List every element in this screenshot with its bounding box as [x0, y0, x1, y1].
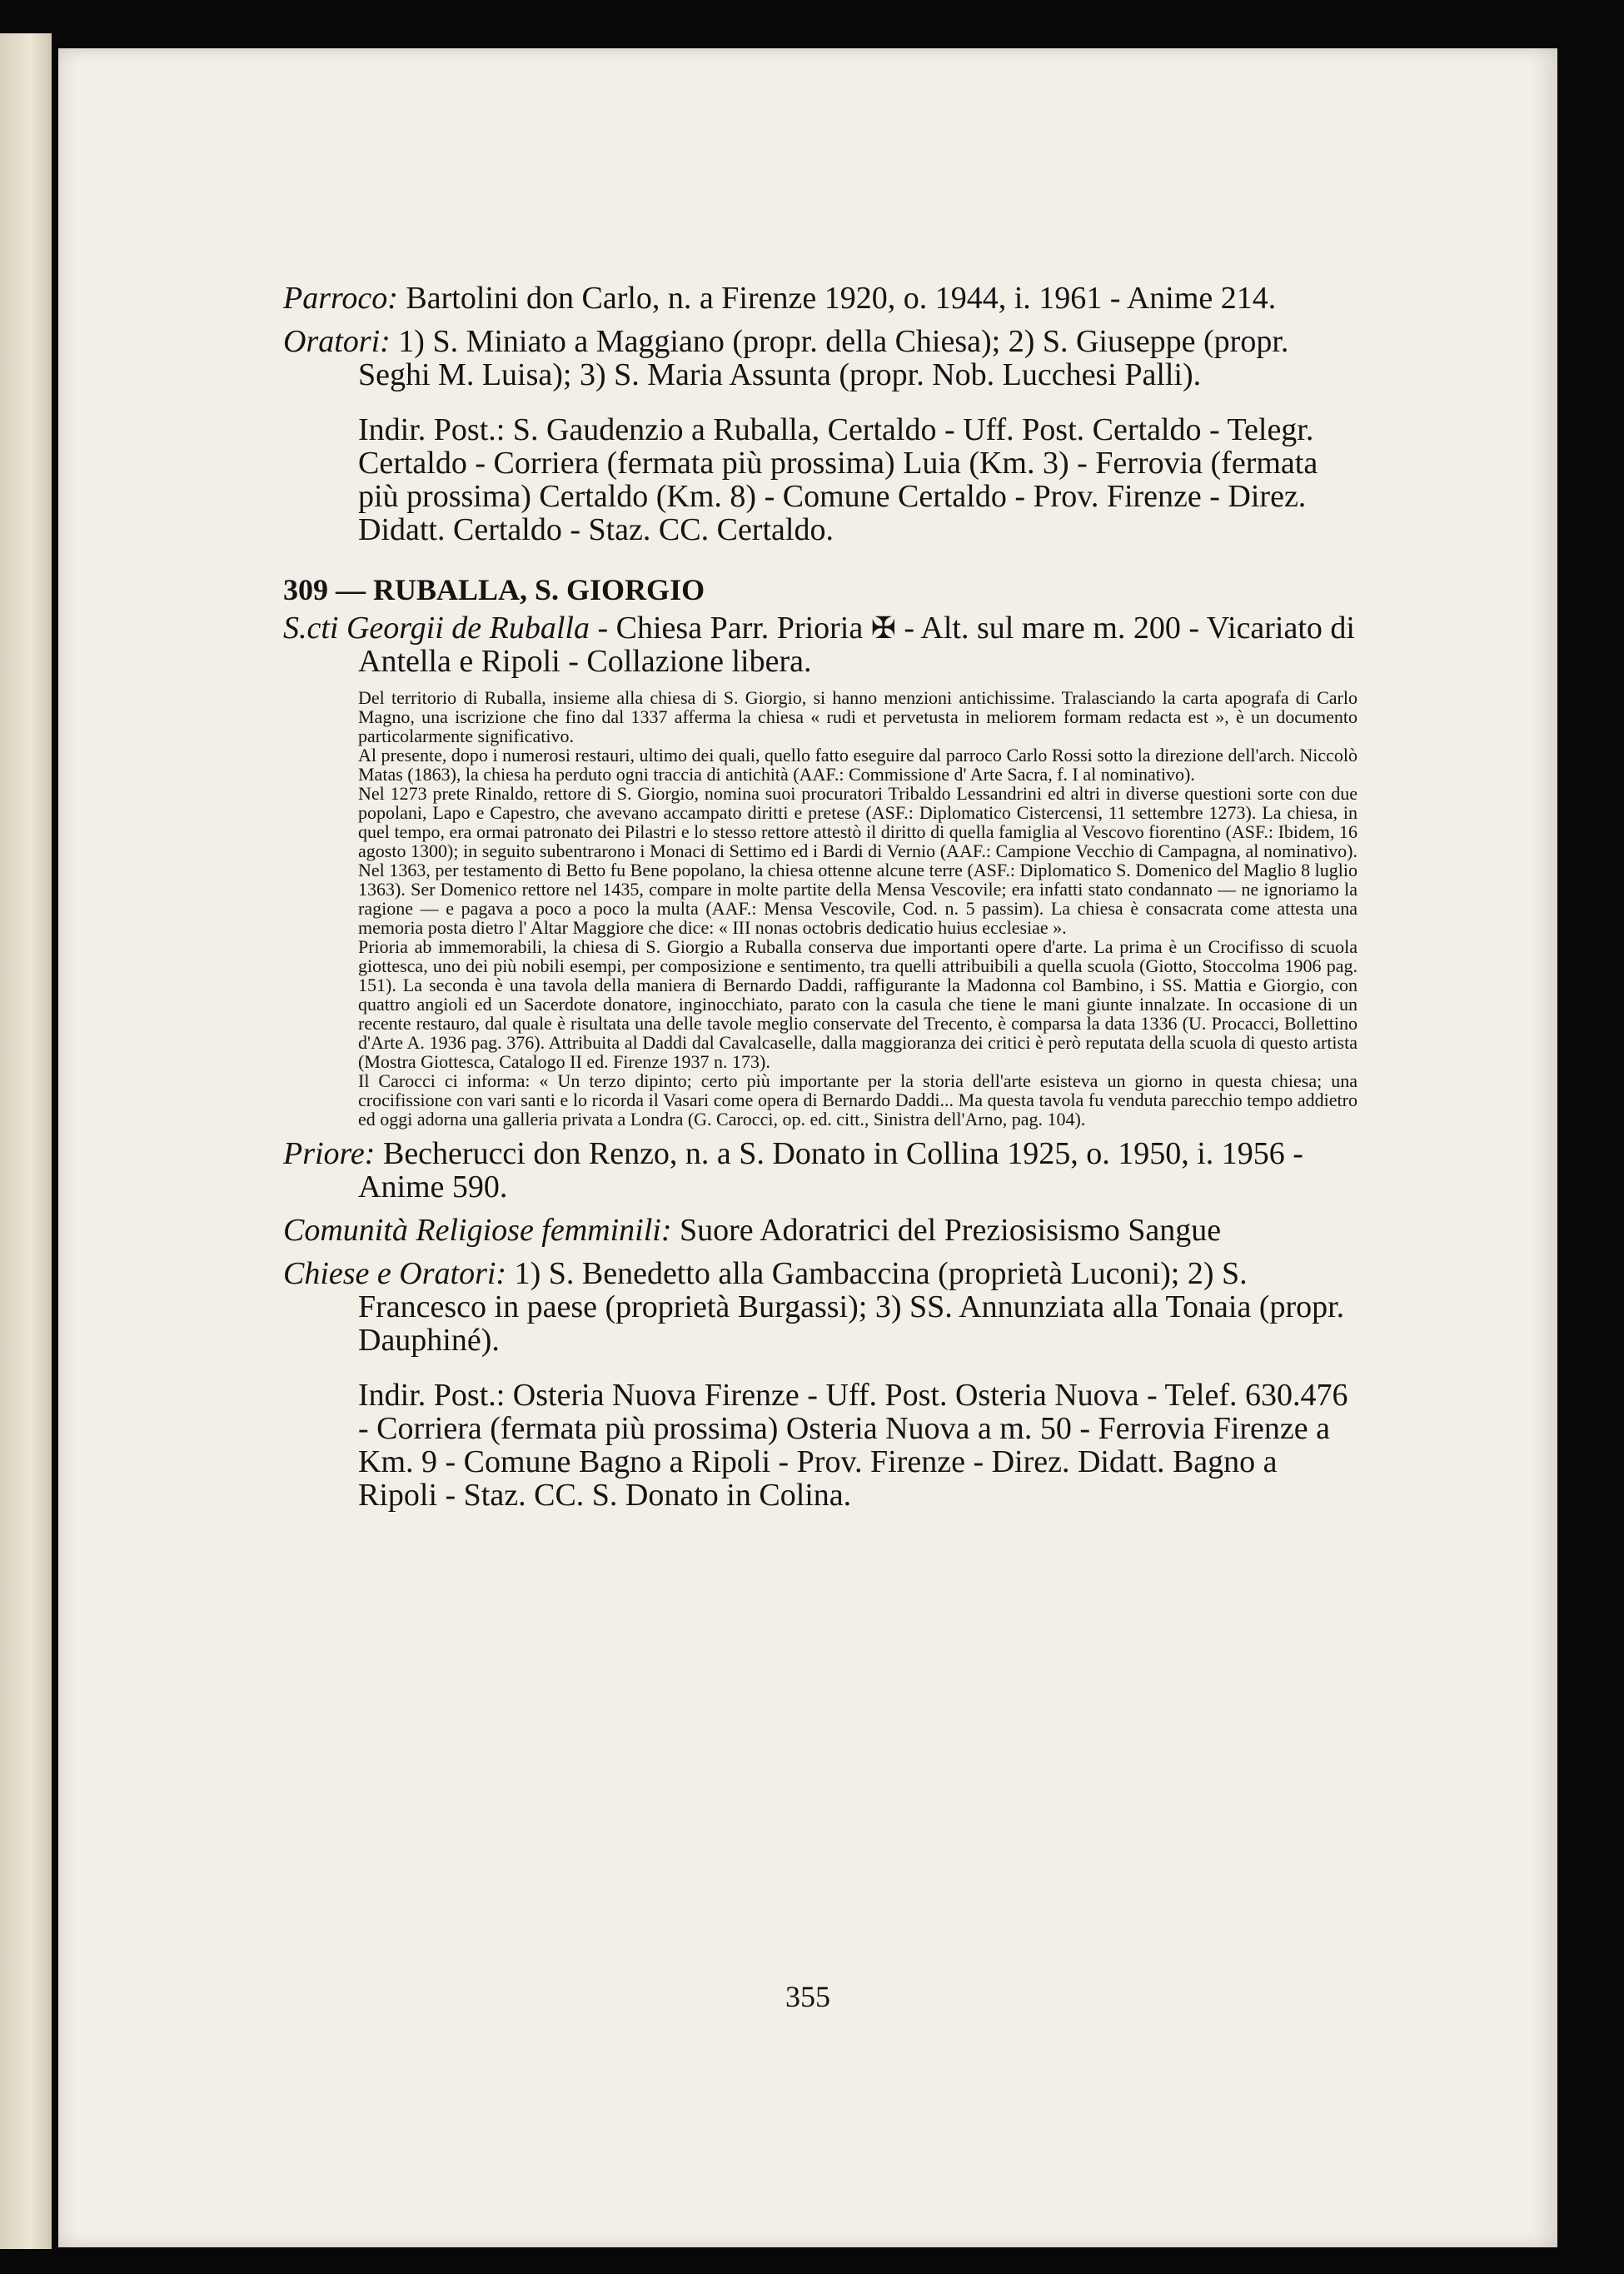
history-paragraph: Il Carocci ci informa: « Un terzo dipinto; certo più importante per la storia dell'arte esisteva un giorno in questa chiesa; una crocifissione con vari santi e lo ricorda il Vasari come opera di Bernardo Daddi... Ma questa tavola fu venduta parecchio tempo addietro ed oggi adorna una galleria privata a Londra (G. Carocci, op. ed. citt., Sinistra dell'Arno, pag. 104). [358, 1070, 1357, 1130]
comunita-text: Suore Adoratrici del Preziosisismo Sangue [671, 1213, 1222, 1248]
history-paragraph: Prioria ab immemorabili, la chiesa di S. Giorgio a Ruballa conserva due importanti opere d'arte. La prima è un Crocifisso di scuola giottesca, uno dei più nobili esempi, per composizione e sentimento, tra quelli attribuibili a quella scuola (Giotto, Stoccolma 1906 pag. 151). La seconda è una tavola della maniera di Bernardo Daddi, raffigurante la Madonna col Bambino, i SS. Mattia e Giorgio, con quattro angioli ed un Sacerdote donatore, inginocchiato, parato con la casula che tiene le mani giunte innalzate. In occasione di un recente restauro, dal quale è risultata una delle tavole meglio conservate del Trecento, è comparsa la data 1336 (U. Procacci, Bollettino d'Arte A. 1936 pag. 376). Attribuita al Daddi dal Cavalcaselle, dalla maggioranza dei critici è però reputata della scuola di questo artista (Mostra Giottesca, Catalogo II ed. Firenze 1937 n. 173). [358, 936, 1357, 1072]
parroco-entry [283, 282, 1357, 315]
oratori-label: Oratori: [283, 324, 391, 359]
oratori-text: 1) S. Miniato a Maggiano (propr. della Chiesa); 2) S. Giuseppe (propr. Seghi M. Luisa); 3) S. Maria Assunta (propr. Nob. Lucchesi Palli). [358, 324, 1289, 392]
page-number: 355 [785, 1980, 830, 2013]
page-content [283, 282, 1357, 1522]
history-paragraph: Nel 1273 prete Rinaldo, rettore di S. Giorgio, nomina suoi procuratori Tribaldo Lessandrini ed altri in diverse questioni sorte con due popolani, Lapo e Capestro, che avevano accampato diritti e pretese (ASF.: Diplomatico Cistercensi, 11 settembre 1273). La chiesa, in quel tempo, era ormai patronato dei Pilastri e lo stesso rettore attestò il diritto di quella famiglia al Vescovo fiorentino (ASF.: Ibidem, 16 agosto 1300); in seguito subentrarono i Monaci di Settimo ed i Bardi di Vernio (AAF.: Campione Vecchio di Campagna, al nominativo). Nel 1363, per testamento di Betto fu Bene popolano, la chiesa ottenne alcune terre (ASF.: Diplomatico S. Domenico del Maglio 8 luglio 1363). Ser Domenico rettore nel 1435, compare in molte partite della Mensa Vescovile; era infatti stato condannato — ne ignoriamo la ragione — e pagava a poco a poco la multa (AAF.: Mensa Vescovile, Cod. n. 5 passim). La chiesa è consacrata come attesta una memoria posta dietro l' Altar Maggiore che dice: « III nonas octobris dedicatio huius ecclesiae ». [358, 783, 1357, 938]
parroco-text: Bartolini don Carlo, n. a Firenze 1920, o. 1944, i. 1961 - Anime 214. [397, 281, 1277, 316]
oratori-entry [283, 325, 1357, 391]
spacer [283, 401, 1357, 413]
priore-label: Priore: [283, 1136, 376, 1171]
history-paragraph: Al presente, dopo i numerosi restauri, ultimo dei quali, quello fatto eseguire dal parroco Carlo Rossi sotto la direzione dell'arch. Niccolò Matas (1863), la chiesa ha perduto ogni traccia di antichità (AAF.: Commissione d' Arte Sacra, f. I al nominativo). [358, 745, 1357, 785]
subtitle-label: S.cti Georgii de Ruballa [283, 611, 590, 646]
subtitle-text-1: - Chiesa Parr. Prioria [589, 611, 871, 646]
history-paragraph: Del territorio di Ruballa, insieme alla chiesa di S. Giorgio, si hanno menzioni antichissime. Tralasciando la carta apografa di Carlo Magno, una iscrizione che fino dal 1337 afferma la chiesa « rudi et pervetusta in meliorem formam redacta est », è un documento particolarmente significativo. [358, 687, 1357, 746]
chiese-text: 1) S. Benedetto alla Gambaccina (proprietà Luconi); 2) S. Francesco in paese (proprietà Burgassi); 3) SS. Annunziata alla Tonaia (propr. Dauphiné). [358, 1256, 1345, 1358]
priore-text: Becherucci don Renzo, n. a S. Donato in Collina 1925, o. 1950, i. 1956 - Anime 590. [358, 1136, 1303, 1204]
chiese-entry [283, 1257, 1357, 1357]
entry-heading: 309 — RUBALLA, S. GIORGIO [283, 573, 705, 606]
priore-entry [283, 1137, 1357, 1204]
comunita-label: Comunità Religiose femminili: [283, 1213, 672, 1248]
postal-address-309: Indir. Post.: Osteria Nuova Firenze - Uff. Post. Osteria Nuova - Telef. 630.476 - Corriera (fermata più prossima) Osteria Nuova a m. 50 - Ferrovia Firenze a Km. 9 - Comune Bagno a Ripoli - Prov. Firenze - Direz. Didatt. Bagno a Ripoli - Staz. CC. S. Donato in Colina. [358, 1378, 1348, 1513]
history-notes [358, 688, 1357, 1129]
postal-address-top: Indir. Post.: S. Gaudenzio a Ruballa, Certaldo - Uff. Post. Certaldo - Telegr. Certaldo - Corriera (fermata più prossima) Luia (Km. 3) - Ferrovia (fermata più prossima) Certaldo (Km. 8) - Comune Certaldo - Prov. Firenze - Direz. Didatt. Certaldo - Staz. CC. Certaldo. [358, 412, 1318, 547]
adjacent-page-edge [0, 33, 52, 2249]
spacer [283, 1367, 1357, 1379]
comunita-entry [283, 1214, 1357, 1247]
parroco-label: Parroco: [283, 281, 398, 316]
entry-subtitle [283, 611, 1357, 678]
book-page [58, 48, 1557, 2247]
chiese-label: Chiese e Oratori: [283, 1256, 507, 1291]
subtitle-text-2: - Alt. sul mare m. 200 - Vicariato di Antella e Ripoli - Collazione libera. [358, 611, 1355, 679]
cross-icon: ✠ [870, 611, 896, 645]
